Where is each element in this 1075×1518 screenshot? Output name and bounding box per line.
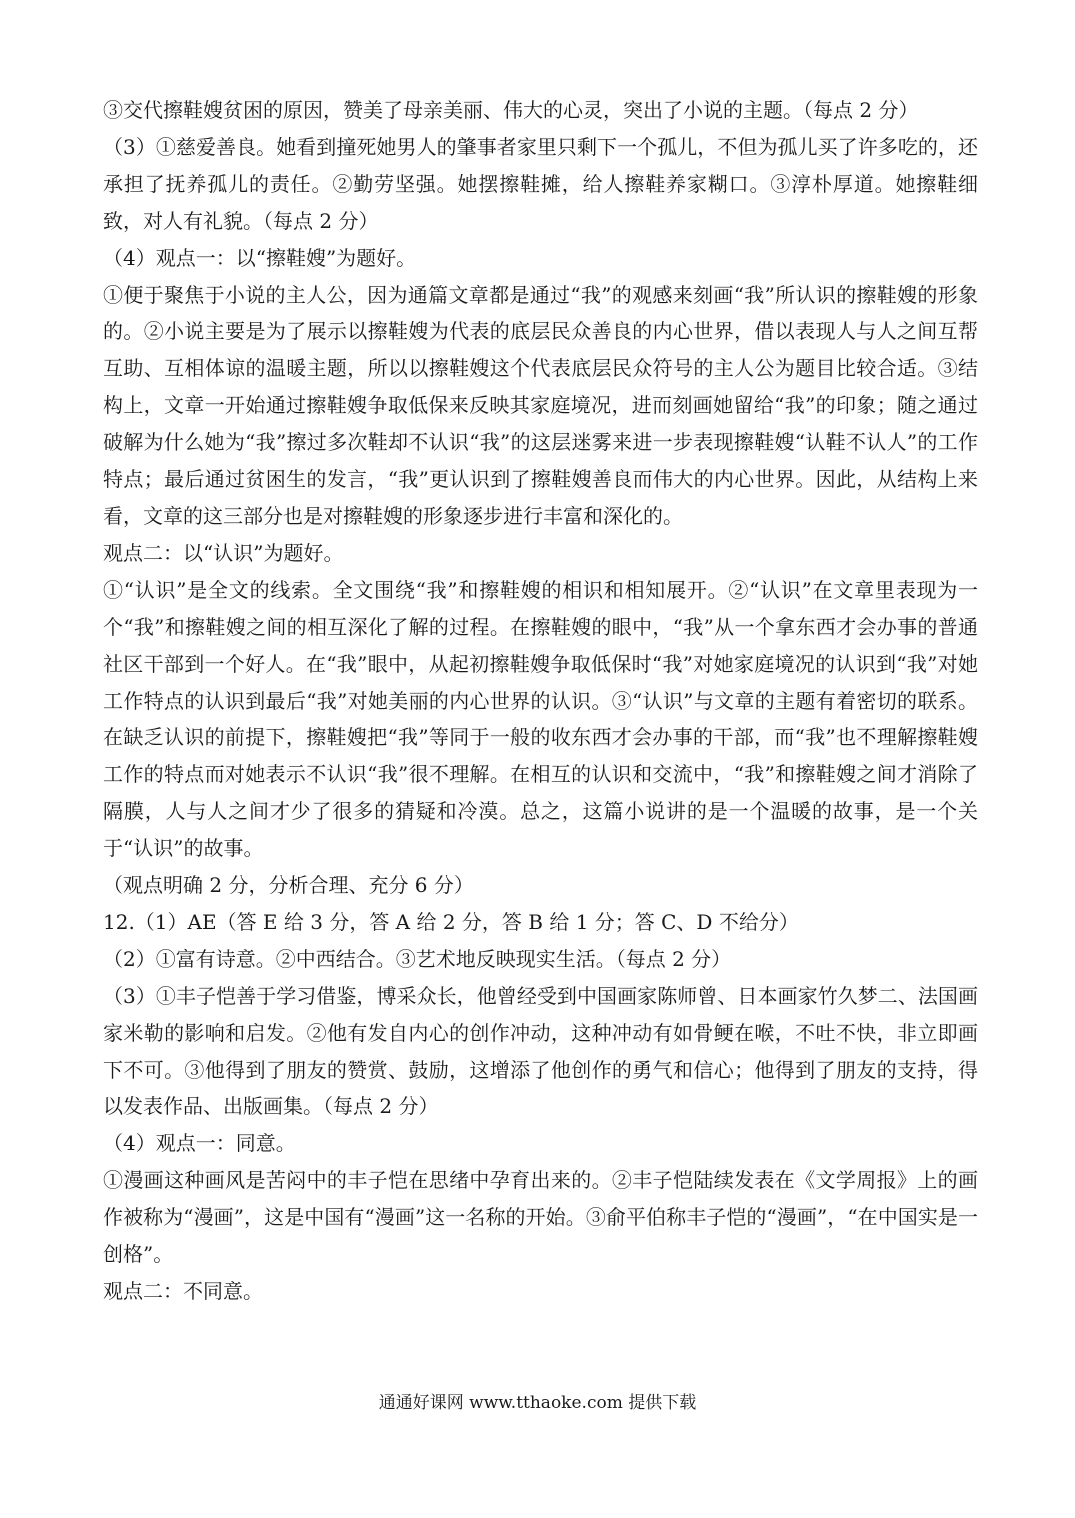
paragraph-q11-4-view2-heading: 观点二：以“认识”为题好。 xyxy=(103,540,344,565)
paragraph-q12-3: （3）①丰子恺善于学习借鉴，博采众长，他曾经受到中国画家陈师曾、日本画家竹久梦二、法国画家米勒的影响和启发。②他有发自内心的创作冲动，这种冲动有如骨鲠在喉，不吐不快，非立即画下不可。③他得到了朋友的赞赏、鼓励，这增添了他创作的勇气和信心；他得到了朋友的支持，得以发表作品、出版画集。（每点 2 分） xyxy=(103,983,978,1119)
paragraph-q11-3: （3）①慈爱善良。她看到撞死她男人的肇事者家里只剩下一个孤儿，不但为孤儿买了许多吃的，还承担了抚养孤儿的责任。②勤劳坚强。她摆擦鞋摊，给人擦鞋养家糊口。③淳朴厚道。她擦鞋细致，对人有礼貌。（每点 2 分） xyxy=(103,134,978,233)
paragraph-q11-2-item3: ③交代擦鞋嫂贫困的原因，赞美了母亲美丽、伟大的心灵，突出了小说的主题。（每点 2 分） xyxy=(103,98,919,122)
paragraph-q11-4-view1-heading: （4）观点一：以“擦鞋嫂”为题好。 xyxy=(103,245,417,270)
paragraph-q11-4-view2-body: ①“认识”是全文的线索。全文围绕“我”和擦鞋嫂的相识和相知展开。②“认识”在文章里表现为一个“我”和擦鞋嫂之间的相互深化了解的过程。在擦鞋嫂的眼中，“我”从一个拿东西才会办事的普通社区干部到一个好人。在“我”眼中，从起初擦鞋嫂争取低保时“我”对她家庭境况的认识到“我”对她工作特点的认识到最后“我”对她美丽的内心世界的认识。③“认识”与文章的主题有着密切的联系。在缺乏认识的前提下，擦鞋嫂把“我”等同于一般的收东西才会办事的干部，而“我”也不理解擦鞋嫂工作的特点而对她表示不认识“我”很不理解。在相互的认识和交流中，“我”和擦鞋嫂之间才消除了隔膜，人与人之间才少了很多的猜疑和冷漠。总之，这篇小说讲的是一个温暖的故事，是一个关于“认识”的故事。 xyxy=(103,577,978,861)
paragraph-q11-4-scoring: （观点明确 2 分，分析合理、充分 6 分） xyxy=(103,873,474,898)
paragraph-q12-2: （2）①富有诗意。②中西结合。③艺术地反映现实生活。（每点 2 分） xyxy=(103,946,732,971)
answer-key-page xyxy=(103,92,978,1310)
paragraph-q12-4-view1-body: ①漫画这种画风是苦闷中的丰子恺在思绪中孕育出来的。②丰子恺陆续发表在《文学周报》上的画作被称为“漫画”，这是中国有“漫画”这一名称的开始。③俞平伯称丰子恺的“漫画”，“在中国实是一创格”。 xyxy=(103,1168,978,1267)
paragraph-q12-4-view2-heading: 观点二：不同意。 xyxy=(103,1279,263,1303)
paragraph-q12-4-view1-heading: （4）观点一：同意。 xyxy=(103,1131,296,1156)
paragraph-q11-4-view1-body: ①便于聚焦于小说的主人公，因为通篇文章都是通过“我”的观感来刻画“我”所认识的擦鞋嫂的形象的。②小说主要是为了展示以擦鞋嫂为代表的底层民众善良的内心世界，借以表现人与人之间互帮互助、互相体谅的温暖主题，所以以擦鞋嫂这个代表底层民众符号的主人公为题目比较合适。③结构上，文章一开始通过擦鞋嫂争取低保来反映其家庭境况，进而刻画她留给“我”的印象；随之通过破解为什么她为“我”擦过多次鞋却不认识“我”的这层迷雾来进一步表现擦鞋嫂“认鞋不认人”的工作特点；最后通过贫困生的发言，“我”更认识到了擦鞋嫂善良而伟大的内心世界。因此，从结构上来看，文章的这三部分也是对擦鞋嫂的形象逐步进行丰富和深化的。 xyxy=(103,282,978,528)
page-footer: 通通好课网 www.tthaoke.com 提供下载 xyxy=(378,1393,697,1413)
paragraph-q12-1: 12.（1）AE（答 E 给 3 分，答 A 给 2 分，答 B 给 1 分；答 C、D 不给分） xyxy=(103,909,799,934)
